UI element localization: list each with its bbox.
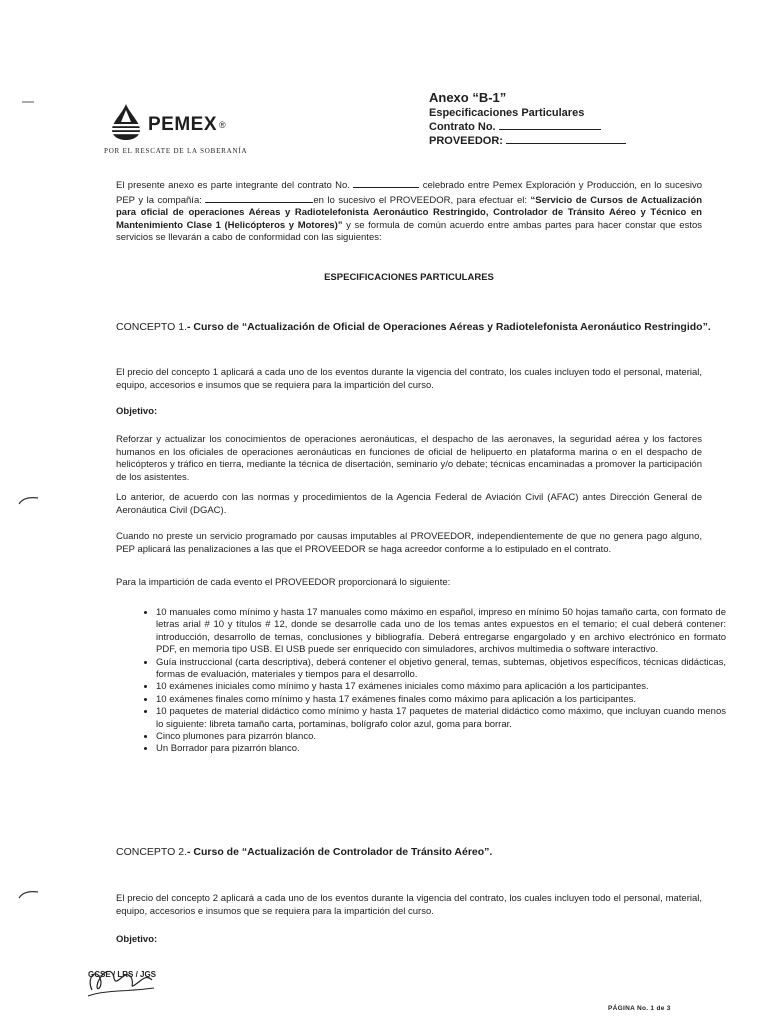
list-item: • 10 manuales como mínimo y hasta 17 manuales como máximo en español, impreso en mínimo 50 hojas tamaño carta, con formato de letras arial # 10 y títulos # 12, donde se desarrolle cada uno de los temas antes expuestos en el temario; el cual deberá contener: introducción, desarrollo de temas, conclusiones y bibliografía. Deberá entregarse engargolado y en archivo electrónico en formato PDF, en memoria tipo USB. El USB puede ser enriquecido con simuladores, archivos multimedia o software interactivo. — [156, 607, 726, 657]
concept1-items-list — [132, 607, 726, 756]
concept2-heading: CONCEPTO 2.- Curso de “Actualización de Controlador de Tránsito Aéreo”. — [116, 846, 493, 858]
scan-mark-top — [22, 100, 36, 104]
supplier-line: PROVEEDOR: — [429, 134, 649, 148]
concept1-provide-intro: Para la impartición de cada evento el PROVEEDOR proporcionará lo siguiente: — [116, 577, 451, 588]
list-item: • 10 paquetes de material didáctico como mínimo y hasta 17 paquetes de material didáctico como máximo, que incluyan cuando menos lo siguiente: libreta tamaño carta, portaminas, bolígrafo color azul, goma para borrar. — [156, 706, 726, 731]
concept1-price: El precio del concepto 1 aplicará a cada uno de los eventos durante la vigencia del contrato, los cuales incluyen todo el personal, material, equipo, accesorios e insumos que se requiera para la impartición del curso. — [116, 367, 702, 391]
concept1-objective-label: Objetivo: — [116, 406, 158, 417]
concept2-objective-label: Objetivo: — [116, 934, 158, 945]
contract-line: Contrato No. — [429, 120, 649, 134]
scan-mark-bottom — [18, 888, 40, 900]
annex-title: Anexo “B-1” — [429, 90, 507, 105]
concept1-objective: Reforzar y actualizar los conocimientos de operaciones aeronáuticas, el despacho de las aeronaves, la seguridad aérea y los factores humanos en los oficiales de operaciones aeronáuticas en funciones de oficial de helipuerto en plataforma marina o en el despacho de helicópteros y tráfico en tierra, mediante la técnica de disertación, seminario y/o debate; técnicas encaminadas a promover la participación de los asistentes. — [116, 434, 702, 483]
concept1-norms: Lo anterior, de acuerdo con las normas y procedimientos de la Agencia Federal de Aviación Civil (AFAC) antes Dirección General de Aeronáutica Civil (DGAC). — [116, 492, 702, 516]
concept1-penalty: Cuando no preste un servicio programado por causas imputables al PROVEEDOR, independientemente de que no genera pago alguno, PEP aplicará las penalizaciones a las que el PROVEEDOR se haga acreedor conforme a lo estipulado en el contrato. — [116, 531, 702, 555]
brand-tagline: POR EL RESCATE DE LA SOBERANÍA — [104, 147, 248, 155]
list-item: • Guía instruccional (carta descriptiva), deberá contener el objetivo general, temas, subtemas, objetivos específicos, técnicas didácticas, formas de evaluación, materiales y tiempos para el desarrollo. — [156, 657, 726, 682]
list-item: • Un Borrador para pizarrón blanco. — [156, 743, 726, 755]
scan-mark-middle — [18, 494, 40, 506]
signature-scribble — [84, 960, 164, 1000]
list-item: • 10 exámenes iniciales como mínimo y hasta 17 exámenes iniciales como máximo para aplicación a los participantes. — [156, 681, 726, 693]
concept1-heading: CONCEPTO 1.- Curso de “Actualización de Oficial de Operaciones Aéreas y Radiotelefonista Aeronáutico Restringido”. — [116, 321, 711, 333]
brand-name: PEMEX ® — [148, 114, 227, 135]
list-item: • Cinco plumones para pizarrón blanco. — [156, 731, 726, 743]
footer-initials: GCSE / LRS / JGS — [88, 970, 157, 979]
annex-subtitle: Especificaciones Particulares — [429, 107, 585, 119]
concept2-price: El precio del concepto 2 aplicará a cada uno de los eventos durante la vigencia del contrato, los cuales incluyen todo el personal, material, equipo, accesorios e insumos que se requiera para la impartición del curso. — [116, 893, 702, 917]
pemex-drop-icon — [104, 102, 148, 142]
annex-block — [429, 89, 649, 148]
intro-paragraph: El presente anexo es parte integrante del contrato No. celebrado entre Pemex Exploración y Producción, en lo sucesivo PEP y la compañía: en lo sucesivo el PROVEEDOR, para efectuar el: “Servicio de Cursos de Actualización para oficial de operaciones Aéreas y Radiotelefonista Aeronáutico Restringido, Controlador de Tránsito Aéreo y Técnico en Mantenimiento Clase 1 (Helicópteros y Motores)” y se formula de común acuerdo entre ambas partes para hacer constar que estos servicios se llevarán a cabo de conformidad con las siguientes: — [116, 180, 703, 243]
section-heading: ESPECIFICACIONES PARTICULARES — [324, 272, 494, 283]
page-number: PÁGINA No. 1 de 3 — [608, 1005, 671, 1012]
list-item: • 10 exámenes finales como mínimo y hasta 17 exámenes finales como máximo para aplicación a los participantes. — [156, 694, 726, 706]
